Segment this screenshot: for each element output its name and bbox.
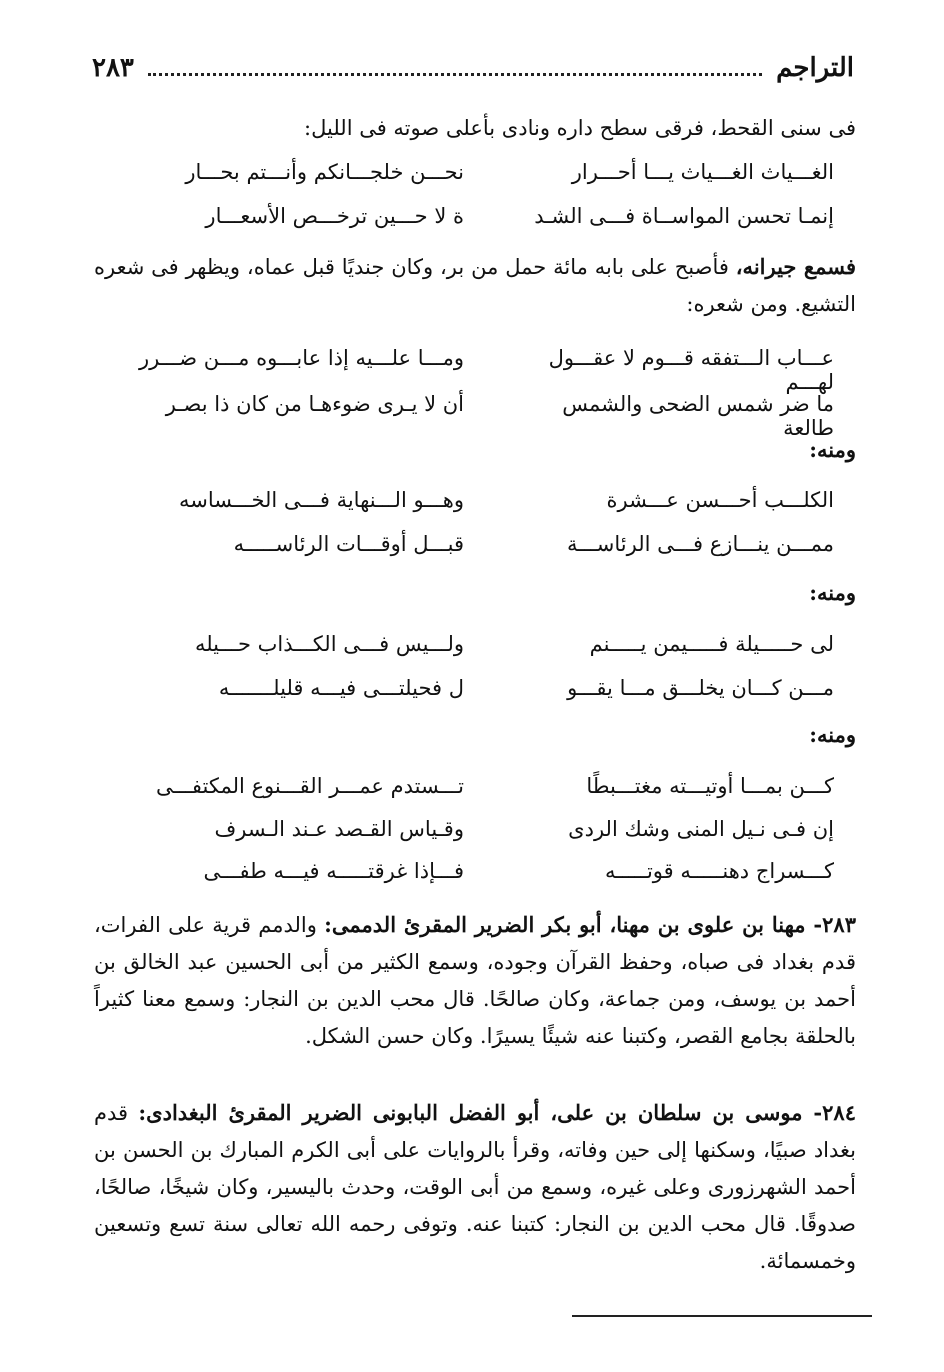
hemistich-second: ل فحيلتـــى فيـــه قليلـــــــه [218, 676, 464, 700]
hemistich-first: إنمـا تحسن المواســاة فـــى الشـد [534, 204, 834, 228]
section-label-minhu-2: ومنه: [809, 580, 856, 605]
intro-text: فى سنى القحط، فرقى سطح داره ونادى بأعلى صوته فى الليل: [304, 116, 856, 140]
hemistich-second: ومـــا علـــيه إذا عابـــوه مـــن ضـــرر [139, 346, 464, 370]
hemistich-first: كـــن بمـــا أوتيـــته مغتـــبطًا [586, 774, 834, 798]
paragraph-2-lead: فسمع جيرانه، [735, 254, 856, 279]
poem2-verse-2 [134, 392, 834, 440]
entry-283-heading: ٢٨٣- مهنا بن علوى بن مهنا، أبو بكر الضرير المقرئ الدممى: [324, 912, 856, 937]
hemistich-first: عـــاب الـــتفقه قـــوم لا عقـــول لهـــم [548, 346, 834, 394]
entry-284 [94, 1094, 856, 1280]
hemistich-first: إن فـى نـيل المنى وشك الردى [568, 817, 834, 841]
page-number: ٢٨٣ [92, 53, 134, 83]
hemistich-first: الكلـــب أحـــسن عـــشرة [606, 488, 834, 512]
entry-283-text: والدمم قرية على الفرات، قدم بغداد فى صباه، وحفظ القرآن وجوده، وسمع الكثير من أبى الحسين عبد الخالق بن أحمد بن يوسف، ومن جماعة، وكان صالحًا. قال محب الدين بن النجار: وسمع معنا كثيراً بالحلقة بجامع القصر، وكتبنا عنه شيئًا يسيرًا. وكان حسن الشكل. [94, 913, 856, 1048]
poem5-verse-3 [134, 859, 834, 899]
entry-283 [94, 906, 856, 1055]
poem1-verse-2 [134, 204, 834, 244]
poem4-verse-2 [134, 676, 834, 716]
hemistich-second: فـــإذا غرقتـــــه فيـــه طفـــى [203, 859, 464, 883]
paragraph-2-text: فأصبح على بابه مائة حمل من بر، وكان جنديًا قبل عماه، ويظهر فى شعره التشيع. ومن شعره: [94, 255, 856, 316]
header-leader-dots [148, 73, 762, 76]
section-label-minhu-3: ومنه: [809, 722, 856, 747]
hemistich-second: تـــستدم عمـــر القـــنوع المكتفـــى [155, 774, 464, 798]
hemistich-second: وهـــو الـــنهاية فـــى الخـــساسه [179, 488, 464, 512]
footnote-rule [572, 1315, 872, 1317]
hemistich-first: كـــسراج دهنـــــه قوتـــــه [604, 859, 834, 883]
section-label-minhu-1: ومنه: [809, 437, 856, 462]
entry-284-heading: ٢٨٤- موسى بن سلطان بن على، أبو الفضل البابونى الضرير المقرئ البغدادى: [138, 1100, 856, 1125]
hemistich-second: ة لا حـــين ترخـــص الأسعـــار [205, 204, 464, 228]
poem5-verse-1 [134, 774, 834, 814]
poem5-verse-2 [134, 817, 834, 857]
hemistich-first: مـــن كـــان يخلـــق مـــا يقـــو [567, 676, 834, 700]
hemistich-first: الغـــياث الغـــياث يـــا أحـــرار [571, 160, 834, 184]
poem3-verse-2 [134, 532, 834, 572]
hemistich-second: قبـــل أوقـــات الرئاســـــه [233, 532, 464, 556]
hemistich-first: لى حـــــيلة فـــــيمن يـــــنم [589, 632, 834, 656]
hemistich-second: وقـياس القـصد عـند الـسرف [214, 817, 464, 841]
poem3-verse-1 [134, 488, 834, 528]
paragraph-2 [94, 248, 856, 323]
hemistich-second: نحـــن خلجـــانكم وأنـــتم بحـــار [185, 160, 464, 184]
running-title: التراجم [776, 53, 854, 83]
hemistich-first: ممـــن ينـــازع فـــى الرئاســـة [567, 532, 834, 556]
entry-284-text: قدم بغداد صبيًا، وسكنها إلى حين وفاته، وقرأ بالروايات على أبى الكرم المبارك بن الحسن بن أحمد الشهرزورى وعلى غيره، وسمع من أبى الوقت، وحدث باليسير، وكان شيخًا، صالحًا، صدوقًا. قال محب الدين بن النجار: كتبنا عنه. وتوفى رحمه الله تعالى سنة تسع وتسعين وخمسمائة. [94, 1101, 856, 1273]
poem4-verse-1 [134, 632, 834, 672]
hemistich-second: أن لا يـرى ضوءهـا من كان ذا بصـر [165, 392, 464, 416]
poem2-verse-1 [134, 346, 834, 394]
intro-line [94, 110, 856, 147]
hemistich-first: ما ضر شمس الضحى والشمس طالعة [562, 392, 834, 440]
page-header [92, 50, 854, 86]
hemistich-second: ولـــيس فـــى الكـــذاب حـــيله [194, 632, 464, 656]
poem1-verse-1 [134, 160, 834, 200]
